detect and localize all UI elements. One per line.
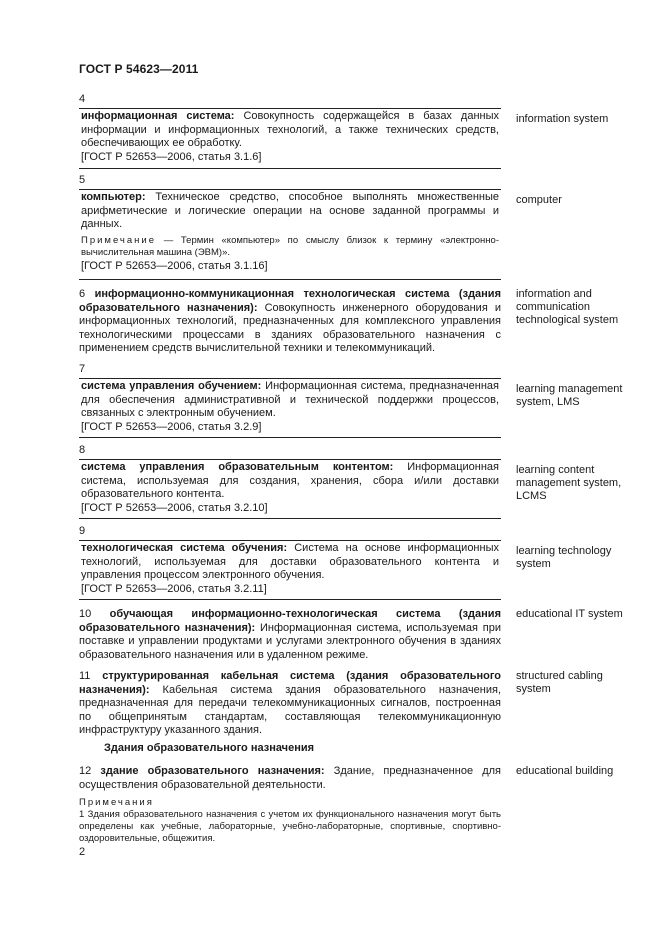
term-box-4 — [79, 108, 501, 169]
definition-text: Здание, предназначенное для осуществления образовательной деятельности. — [79, 765, 502, 791]
english-term-11: structured cabling system — [516, 670, 603, 695]
entry-number: 5 — [79, 174, 86, 186]
english-term-7: learning management system, LMS — [516, 383, 623, 408]
source-reference: [ГОСТ Р 52653—2006, статья 3.2.10] — [81, 501, 268, 514]
definition-text: Кабельная система здания образовательного назначения, предназначенная для передачи телекоммуникационных сигналов, построенная по общепринятым стандартам, составляющая телекоммуникационную инфраструктуру указанного здания. — [79, 683, 501, 736]
definition-text: Система на основе информационных технологий, используемая для доставки образовательного контента и управления процессом электронного обучения. — [81, 542, 499, 581]
source-reference: [ГОСТ Р 52653—2006, статья 3.1.6] — [81, 150, 262, 163]
source-reference: [ГОСТ Р 52653—2006, статья 3.2.11] — [81, 582, 267, 595]
definition-text: Совокупность содержащейся в базах данных информации и информационных технологий, а также технических средств, обеспечивающих ее обработку. — [81, 110, 499, 149]
term-definition-12 — [79, 765, 501, 792]
term-title: здание образовательного назначения: — [100, 765, 325, 777]
term-definition-8 — [81, 461, 499, 502]
definition-text: Информационная система, используемая при поставке и управлении продуктами и услугами электронного обучения в зданиях образовательного назначения или в удаленном режиме. — [79, 621, 501, 661]
note-item-1: 1 Здания образовательного назначения с учетом их функционального назначения могут быть определены как учебные, лабораторные, учебно-лабораторные, спортивные, спортивно-оздоровительные, общежития. — [79, 809, 501, 844]
definition-text: Информационная система, используемая для создания, хранения, сбора и/или доставки образовательного контента. — [81, 461, 499, 500]
term-definition-10 — [79, 608, 501, 662]
term-definition-4 — [81, 110, 499, 151]
entry-number: 4 — [79, 93, 86, 105]
definition-text: Техническое средство, способное выполнять множественные арифметические и логические операции на основе заданной программы и данных. — [81, 191, 499, 230]
entry-number: 9 — [79, 525, 86, 537]
definition-text: Информационная система, предназначенная для обеспечения административной и технической поддержки процессов, связанных с электронным обучением. — [81, 380, 499, 419]
source-reference: [ГОСТ Р 52653—2006, статья 3.1.16] — [81, 259, 268, 272]
english-term-4: information system — [516, 113, 609, 125]
term-definition-11 — [79, 670, 501, 738]
definition-text: Совокупность инженерного оборудования и информационных технологий, предназначенных для комплексного управления технологическими процессами в зданиях образовательного назначения с применением средств вычислительной техники и телекоммуникаций. — [79, 301, 501, 354]
entry-number: 12 — [79, 765, 92, 777]
entry-number: 7 — [79, 363, 86, 375]
term-title: система управления образовательным контентом: — [81, 461, 394, 473]
section-title: Здания образовательного назначения — [104, 742, 315, 754]
term-box-5 — [79, 189, 501, 280]
notes-block — [79, 797, 501, 845]
term-title: компьютер: — [81, 191, 146, 203]
term-definition-6 — [79, 288, 501, 356]
term-definition-5 — [81, 191, 499, 232]
term-title: обучающая информационно-технологическая система (здания образовательного назначения): — [79, 608, 501, 634]
page-number: 2 — [79, 846, 86, 858]
term-definition-7 — [81, 380, 499, 421]
english-term-9: learning technology system — [516, 545, 612, 570]
notes-label: Примечания — [79, 797, 154, 808]
term-title: система управления обучением: — [81, 380, 262, 392]
term-title: информационная система: — [81, 110, 235, 122]
entry-number: 11 — [79, 670, 91, 682]
term-title: информационно-коммуникационная технологическая система (здания образовательного назначения): — [79, 288, 501, 314]
document-code: ГОСТ Р 54623—2011 — [79, 62, 199, 76]
note-label: Примечание — [81, 234, 156, 246]
note-text: — Термин «компьютер» по смыслу близок к термину «электронно-вычислительная машина (ЭВМ)». — [81, 234, 499, 258]
term-title: структурированная кабельная система (здания образовательного назначения): — [79, 670, 502, 696]
english-term-10: educational IT system — [516, 608, 623, 620]
english-term-12: educational building — [516, 765, 614, 777]
term-box-9 — [79, 540, 501, 600]
english-term-5: computer — [516, 194, 562, 206]
source-reference: [ГОСТ Р 52653—2006, статья 3.2.9] — [81, 420, 262, 433]
term-definition-9 — [81, 542, 499, 583]
term-note — [81, 235, 499, 259]
term-box-8 — [79, 459, 501, 519]
english-term-6: information and communication technological system — [516, 288, 619, 326]
entry-number: 10 — [79, 608, 92, 620]
english-term-8: learning content management system, LCMS — [516, 464, 622, 502]
term-title: технологическая система обучения: — [81, 542, 288, 554]
term-box-7 — [79, 378, 501, 438]
entry-number: 6 — [79, 288, 86, 300]
entry-number: 8 — [79, 444, 86, 456]
